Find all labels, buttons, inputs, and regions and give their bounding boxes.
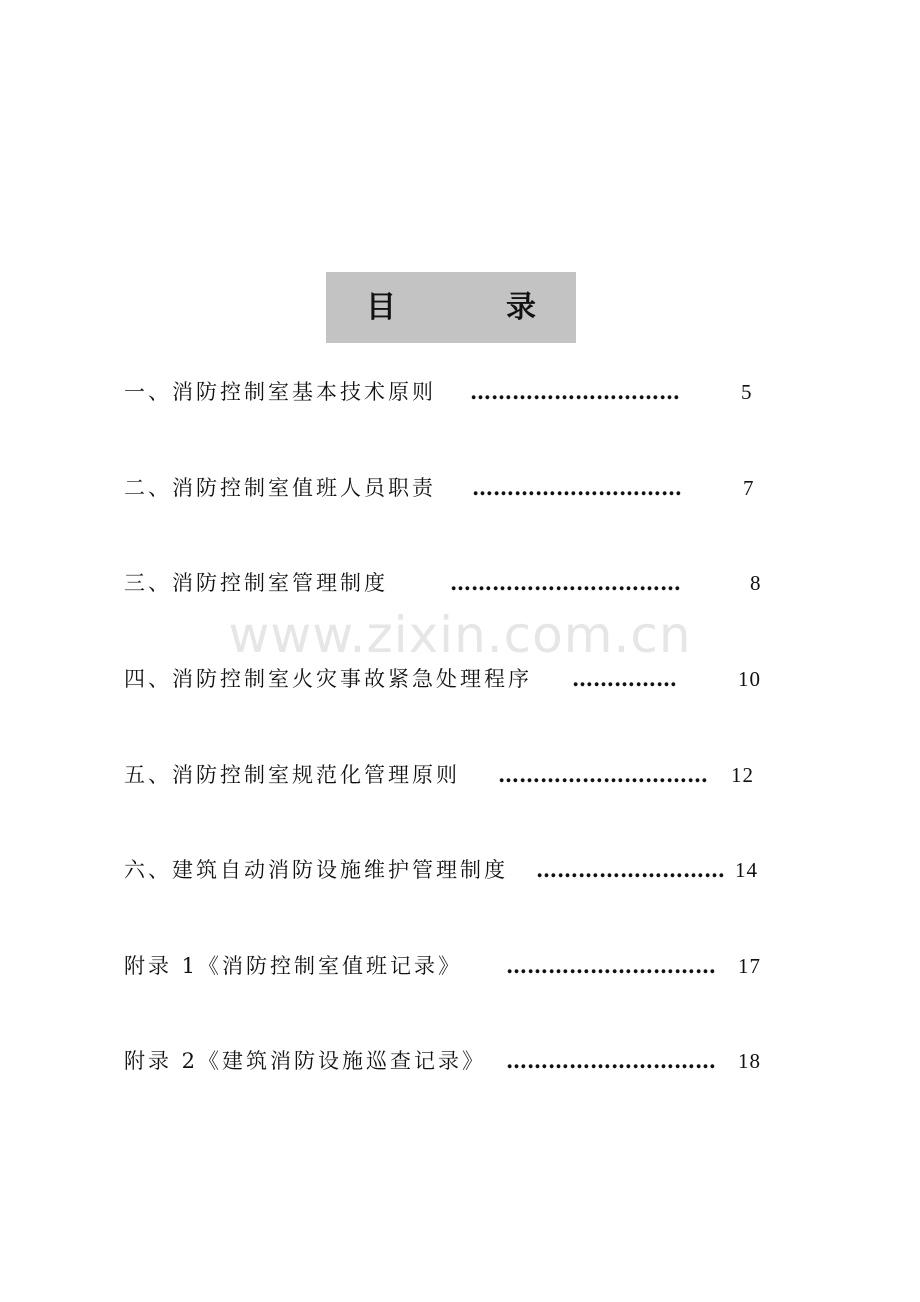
toc-title: 目 录 [366,289,576,325]
toc-entry-label: 五、消防控制室规范化管理原则 [124,763,460,787]
toc-entry[interactable] [0,1046,920,1076]
toc-entry[interactable] [0,473,920,503]
toc-entry-label: 六、建筑自动消防设施维护管理制度 [124,858,508,882]
toc-entry-leader: ………………………… [498,762,708,787]
toc-entry-page: 14 [735,858,758,882]
toc-entry-label: 一、消防控制室基本技术原则 [124,380,436,404]
toc-entry-leader: ………………………… [470,379,680,404]
toc-entry[interactable] [0,951,920,981]
toc-entry-leader: …………… [572,666,677,691]
toc-entry-leader: …………………………… [450,570,681,595]
toc-entry[interactable] [0,760,920,790]
toc-entry-leader: ………………………… [472,475,682,500]
toc-entry-label: 附录 1《消防控制室值班记录》 [124,954,463,978]
toc-entry-leader: ………………………… [506,953,716,978]
toc-entry[interactable] [0,568,920,598]
toc-entry-leader: ……………………… [536,857,725,882]
toc-entry[interactable] [0,377,920,407]
toc-title-box [326,272,576,343]
toc-entry[interactable] [0,664,920,694]
toc-entry[interactable] [0,855,920,885]
toc-entry-page: 7 [743,476,755,500]
toc-entry-page: 5 [741,380,753,404]
toc-entry-label: 四、消防控制室火灾事故紧急处理程序 [124,667,532,691]
toc-entry-label: 三、消防控制室管理制度 [124,571,388,595]
toc-entry-page: 8 [750,571,762,595]
toc-entry-page: 10 [738,667,761,691]
toc-entry-page: 17 [738,954,761,978]
toc-entry-label: 附录 2《建筑消防设施巡查记录》 [124,1049,487,1073]
toc-entry-page: 12 [731,763,754,787]
toc-entry-leader: ………………………… [506,1048,716,1073]
toc-entry-label: 二、消防控制室值班人员职责 [124,476,436,500]
toc-entry-page: 18 [738,1049,761,1073]
watermark: www.zixin.com.cn [228,606,692,664]
